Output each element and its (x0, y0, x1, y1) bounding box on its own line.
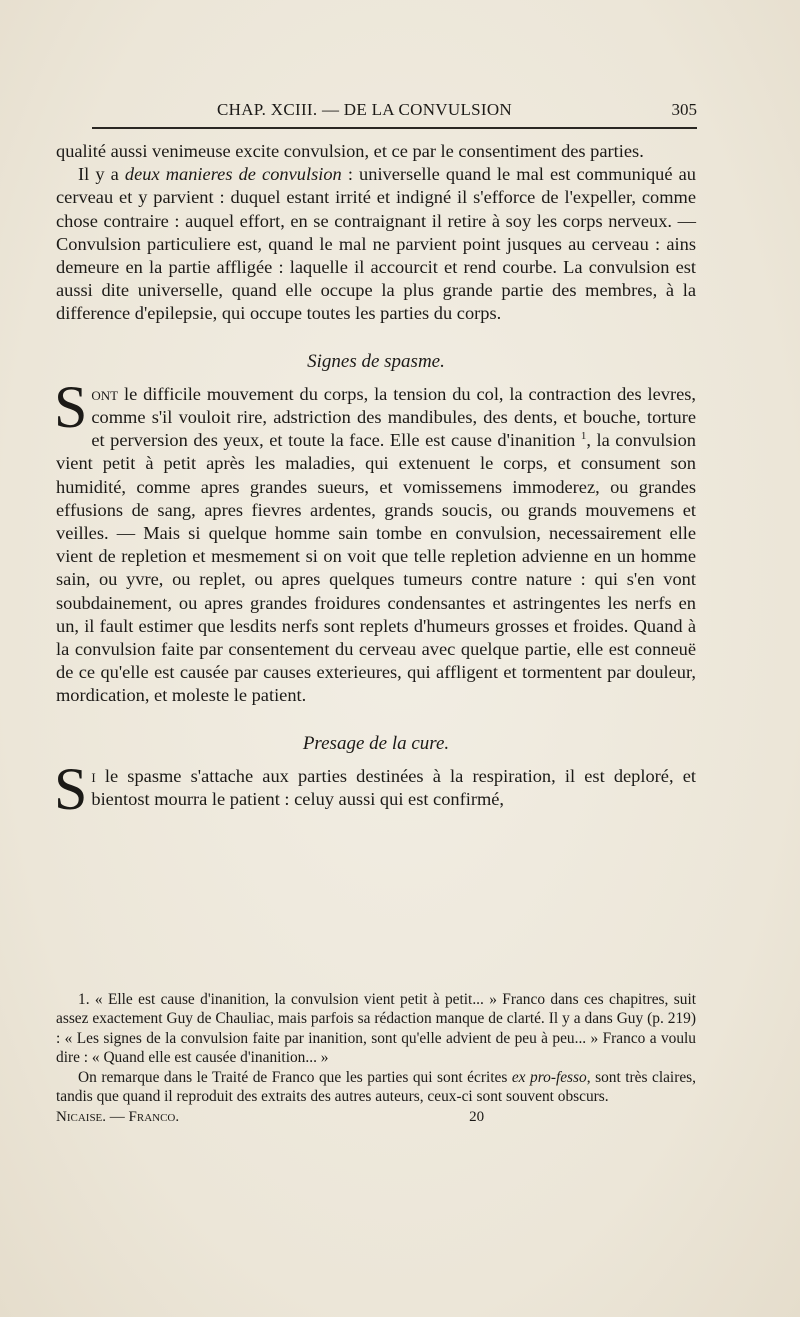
signature: Nicaise. — Franco. (56, 1109, 180, 1126)
paragraph-2-lead: Il y a (78, 164, 125, 185)
section-1-smallcaps: ont (91, 383, 119, 404)
footnote-1: 1. « Elle est cause d'inanition, la convulsion vient petit à petit... » Franco dans ces chapitres, suit assez exactement Guy de Chauliac, mais parfois sa rédaction manque de clarté. Il y a dans Guy (p. 219) : « Les signes de la convulsion faite par inanition, sont qu'elle advient de peu à peu... » Franco a voulu dire : « Quand elle est causée d'inanition... » (56, 991, 696, 1067)
footnote-2-b: , sont très claires, tandis que quand il reproduit des extraits des autres auteurs, ceux-ci sont souvent obscurs. (56, 1068, 696, 1106)
paragraph-2 (56, 163, 696, 325)
section-1-text-a: le difficile mouvement du corps, la tension du col, la contraction des levres, comme s'il vouloit rire, adstriction des mandibules, des dents, et bouche, torture et perversion des yeux, et toute la face. Elle est cause d'inanition (91, 383, 696, 451)
footnote-2 (56, 1068, 696, 1107)
page-number: 305 (671, 100, 697, 119)
footnote-2-a: On remarque dans le Traité de Franco que les parties qui sont écrites (78, 1068, 512, 1086)
footnote-2-italic: ex pro-fesso (511, 1068, 587, 1086)
section-1-paragraph (54, 373, 696, 708)
section-1-text-b: , la convulsion vient petit à petit après les maladies, qui extenuent le corps, et consument son humidité, comme apres grandes sueurs, et vomissemens immoderez, ou grandes effusions de sang, apres fievres ardentes, grands soucis, ou grands mouvemens et veilles. — Mais si quelque homme sain tombe en convulsion, necessairement elle vient de repletion et mesmement si on voit que telle repletion advienne en un homme sain, ou yvre, ou replet, ou apres quelques tumeurs contre nature : qui s'en vont soubdainement, ou apres grandes froidures condensantes et astringentes les nerfs en un, il fault estimer que lesdits nerfs sont replets d'humeurs grosses et froides. Quand à la convulsion faite par consentement du cerveau avec quelque partie, elle est conneuë de ce qu'elle est causée par causes exterieures, qui affligent et tormentent par douleur, mordication, et moleste le patient. (56, 430, 696, 706)
section-2-smallcaps: i (91, 765, 96, 786)
dropcap-s: S (54, 373, 88, 440)
signature-number: 20 (469, 1109, 485, 1126)
running-head: CHAP. XCIII. — DE LA CONVULSION (217, 100, 512, 119)
paragraph-2-emphasis: deux manieres de convulsion (124, 164, 342, 185)
paragraph-2-rest: : universelle quand le mal est communiqué au cerveau et y parvient : duquel estant irrité et indigné il s'efforce de l'expeller, comme chose contraire : auquel effort, en se contraignant il retire à soy les corps nerveux. — Convulsion particuliere est, quand le mal ne parvient point jusques au cerveau : ains demeure en la partie affligée : laquelle il accourcit et rend courbe. La convulsion est aussi dite universelle, quand elle occupe la plus grande partie des membres, à la difference d'epilepsie, qui occupe toutes les parties du corps. (56, 164, 696, 324)
section-2-paragraph (54, 755, 696, 822)
footnotes (56, 990, 696, 1128)
section-title-presage: Presage de la cure. (302, 732, 450, 754)
section-title-signes: Signes de spasme. (307, 350, 445, 372)
header-rule (92, 127, 697, 129)
main-text (54, 140, 696, 822)
section-2-text: le spasme s'attache aux parties destinées à la respiration, il est deploré, et bientost mourra le patient : celuy aussi qui est confirmé, (91, 765, 696, 810)
paragraph-1: qualité aussi venimeuse excite convulsion, et ce par le consentiment des parties. (56, 141, 644, 161)
page-header (92, 100, 697, 124)
signature-line (56, 1108, 696, 1127)
dropcap-s-2: S (54, 755, 88, 822)
footnote-ref: 1 (580, 430, 587, 443)
